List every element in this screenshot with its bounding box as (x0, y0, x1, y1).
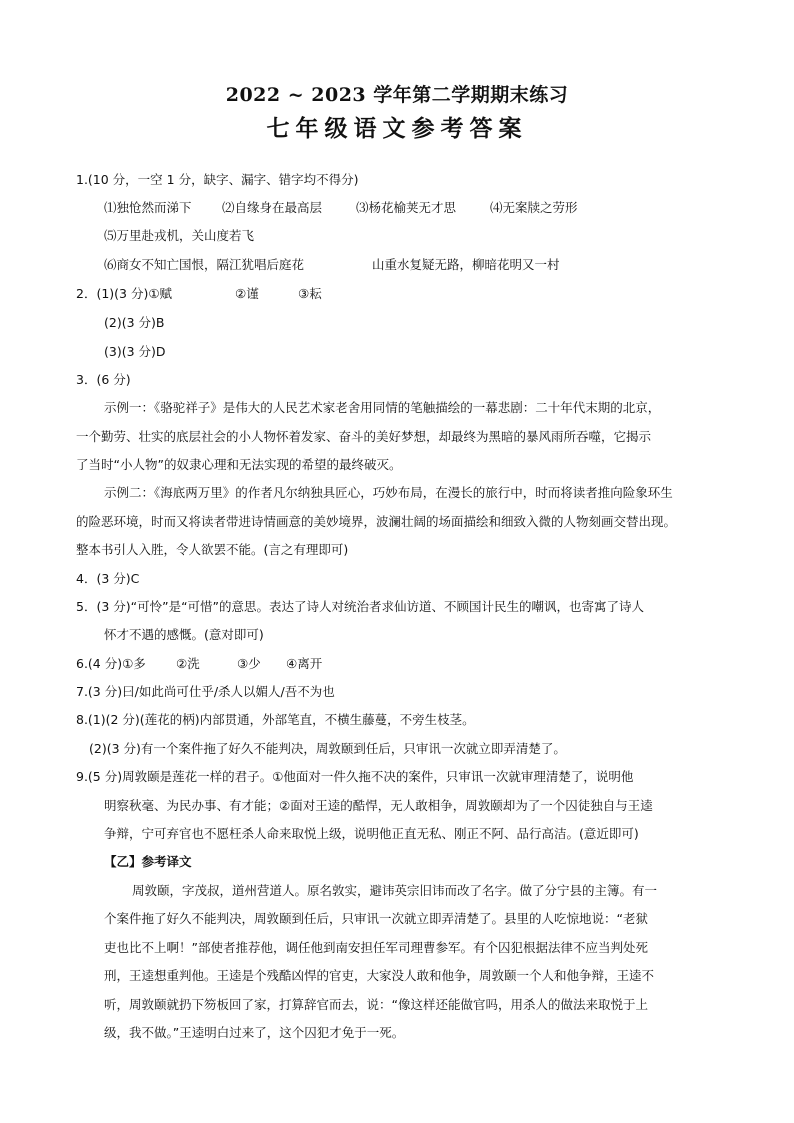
q3-example2-line1: 示例二：《海底两万里》的作者凡尔纳独具匠心，巧妙布局，在漫长的旅行中，时而将读者推向险象环生 (104, 485, 673, 500)
q2-heading: 2．(1)(3 分)①赋 (76, 286, 173, 301)
q3-example1-line2: 一个勤劳、壮实的底层社会的小人物怀着发家、奋斗的美好梦想，却最终为黑暗的暴风雨所吞噬，它揭示 (76, 429, 652, 444)
q6-heading: 6.(4 分)①多 (76, 656, 146, 671)
q1-answer-1: ⑴独怆然而涕下 (104, 200, 192, 215)
document-title: 2022 ~ 2023 学年第二学期期末练习 (225, 84, 569, 106)
q6-answer-3: ③少 (237, 656, 261, 671)
q6-answer-4: ④离开 (286, 656, 323, 671)
q6-answer-2: ②洗 (176, 656, 200, 671)
q2-answer-2: ②谨 (235, 286, 259, 301)
q2-part-3: (3)(3 分)D (104, 344, 166, 359)
q7-answer: 7.(3 分)曰/如此尚可仕乎/杀人以媚人/吾不为也 (76, 684, 335, 699)
translation-line1: 周敦颐，字茂叔，道州营道人。原名敦实，避讳英宗旧讳而改了名字。做了分宁县的主簿。有一 (132, 883, 658, 898)
q5-line1: 5．(3 分)“可怜”是“可惜”的意思。表达了诗人对统治者求仙访道、不顾国计民生的嘲讽，也寄寓了诗人 (76, 599, 645, 614)
q1-answer-6: ⑹商女不知亡国恨，隔江犹唱后庭花 (104, 257, 305, 272)
q1-answer-7: 山重水复疑无路，柳暗花明又一村 (372, 257, 560, 272)
q8-part1: 8.(1)(2 分)(莲花的柄)内部贯通，外部笔直，不横生藤蔓，不旁生枝茎。 (76, 712, 475, 727)
q3-example2-line2: 的险恶环境，时而又将读者带进诗情画意的美妙境界，波澜壮阔的场面描绘和细致入微的人物刻画交替出现。 (76, 514, 677, 529)
q3-heading: 3．(6 分) (76, 372, 131, 387)
q1-answer-3: ⑶杨花榆荚无才思 (356, 200, 457, 215)
q3-example1-line1: 示例一：《骆驼祥子》是伟大的人民艺术家老舍用同情的笔触描绘的一幕悲剧：二十年代末期的北京， (104, 400, 661, 415)
translation-line3: 吏也比不上啊！”部使者推荐他，调任他到南安担任军司理曹参军。有个囚犯根据法律不应当判处死 (104, 940, 648, 955)
q1-answer-4: ⑷无案牍之劳形 (490, 200, 578, 215)
q8-part2: (2)(3 分)有一个案件拖了好久不能判决，周敦颐到任后，只审讯一次就立即弄清楚了。 (89, 741, 566, 756)
q2-answer-3: ③耘 (298, 286, 322, 301)
translation-line2: 个案件拖了好久不能判决，周敦颐到任后，只审讯一次就立即弄清楚了。县里的人吃惊地说：“老狱 (104, 911, 648, 926)
q3-example2-line3: 整本书引人入胜，令人欲罢不能。(言之有理即可) (76, 542, 349, 557)
q2-part-2: (2)(3 分)B (104, 315, 165, 330)
q1-answer-2: ⑵自缘身在最高层 (222, 200, 323, 215)
translation-line4: 刑，王逵想重判他。王逵是个残酷凶悍的官吏，大家没人敢和他争，周敦颐一个人和他争辩，王逵不 (104, 968, 655, 983)
q3-example1-line3: 了当时“小人物”的奴隶心理和无法实现的希望的最终破灭。 (76, 457, 402, 472)
document-subtitle: 七年级语文参考答案 (266, 115, 528, 142)
q5-line2: 怀才不遇的感慨。(意对即可) (104, 627, 264, 642)
translation-line6: 级，我不做。”王逵明白过来了，这个囚犯才免于一死。 (104, 1025, 405, 1040)
q1-answer-5: ⑸万里赴戎机，关山度若飞 (104, 228, 255, 243)
translation-heading: 【乙】参考译文 (104, 854, 192, 869)
q4-answer: 4．(3 分)C (76, 571, 140, 586)
q1-heading: 1.(10 分，一空 1 分，缺字、漏字、错字均不得分) (76, 172, 359, 187)
q9-line2: 明察秋毫、为民办事、有才能；②面对王逵的酷悍，无人敢相争，周敦颐却为了一个囚徒独自与王逵 (104, 798, 653, 813)
translation-line5: 听，周敦颐就扔下笏板回了家，打算辞官而去，说：“像这样还能做官吗，用杀人的做法来取悦于上 (104, 997, 648, 1012)
q9-line3: 争辩，宁可弃官也不愿枉杀人命来取悦上级，说明他正直无私、刚正不阿、品行高洁。(意近即可) (104, 826, 639, 841)
q9-line1: 9.(5 分)周敦颐是莲花一样的君子。①他面对一件久拖不决的案件，只审讯一次就审理清楚了，说明他 (76, 769, 634, 784)
